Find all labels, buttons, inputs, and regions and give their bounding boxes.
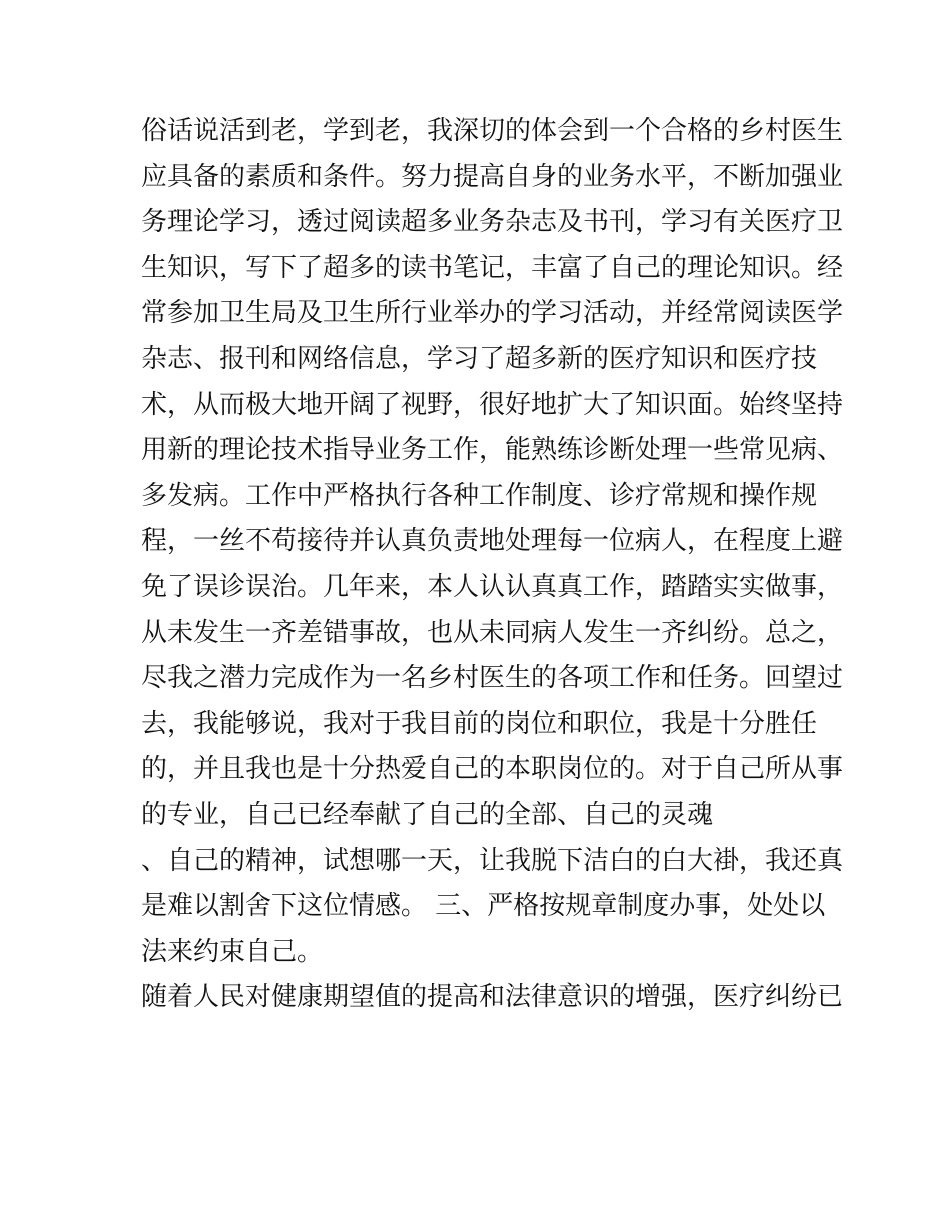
text-line: 杂志、报刊和网络信息，学习了超多新的医疗知识和医疗技 <box>141 343 818 374</box>
text-line: 、自己的精神，试想哪一天，让我脱下洁白的白大褂，我还真 <box>141 845 844 876</box>
text-line: 务理论学习，透过阅读超多业务杂志及书刊，学习有关医疗卫 <box>141 207 844 238</box>
text-line: 用新的理论技术指导业务工作，能熟练诊断处理一些常见病、 <box>141 435 844 466</box>
text-line: 从未发生一齐差错事故，也从未同病人发生一齐纠纷。总之， <box>141 617 844 648</box>
text-line: 多发病。工作中严格执行各种工作制度、诊疗常规和操作规 <box>141 480 818 511</box>
text-line: 常参加卫生局及卫生所行业举办的学习活动，并经常阅读医学 <box>141 298 844 329</box>
text-line: 应具备的素质和条件。努力提高自身的业务水平，不断加强业 <box>141 161 844 192</box>
text-line: 术，从而极大地开阔了视野，很好地扩大了知识面。始终坚持 <box>141 389 844 420</box>
text-line: 的，并且我也是十分热爱自己的本职岗位的。对于自己所从事 <box>141 754 844 785</box>
text-line: 俗话说活到老，学到老，我深切的体会到一个合格的乡村医生 <box>141 116 844 146</box>
text-line: 的专业，自己已经奉献了自己的全部、自己的灵魂 <box>141 799 714 830</box>
text-line: 尽我之潜力完成作为一名乡村医生的各项工作和任务。回望过 <box>141 663 844 694</box>
body-text <box>141 109 844 1021</box>
text-line: 法来约束自己。 <box>141 936 324 967</box>
text-line: 是难以割舍下这位情感。 三、严格按规章制度办事，处处以 <box>141 891 826 922</box>
text-line: 免了误诊误治。几年来，本人认认真真工作，踏踏实实做事， <box>141 571 844 602</box>
text-line: 随着人民对健康期望值的提高和法律意识的增强，医疗纠纷已 <box>141 982 844 1013</box>
text-line: 程，一丝不苟接待并认真负责地处理每一位病人，在程度上避 <box>141 526 844 557</box>
text-line: 去，我能够说，我对于我目前的岗位和职位，我是十分胜任 <box>141 708 818 739</box>
text-line: 生知识，写下了超多的读书笔记，丰富了自己的理论知识。经 <box>141 252 844 283</box>
